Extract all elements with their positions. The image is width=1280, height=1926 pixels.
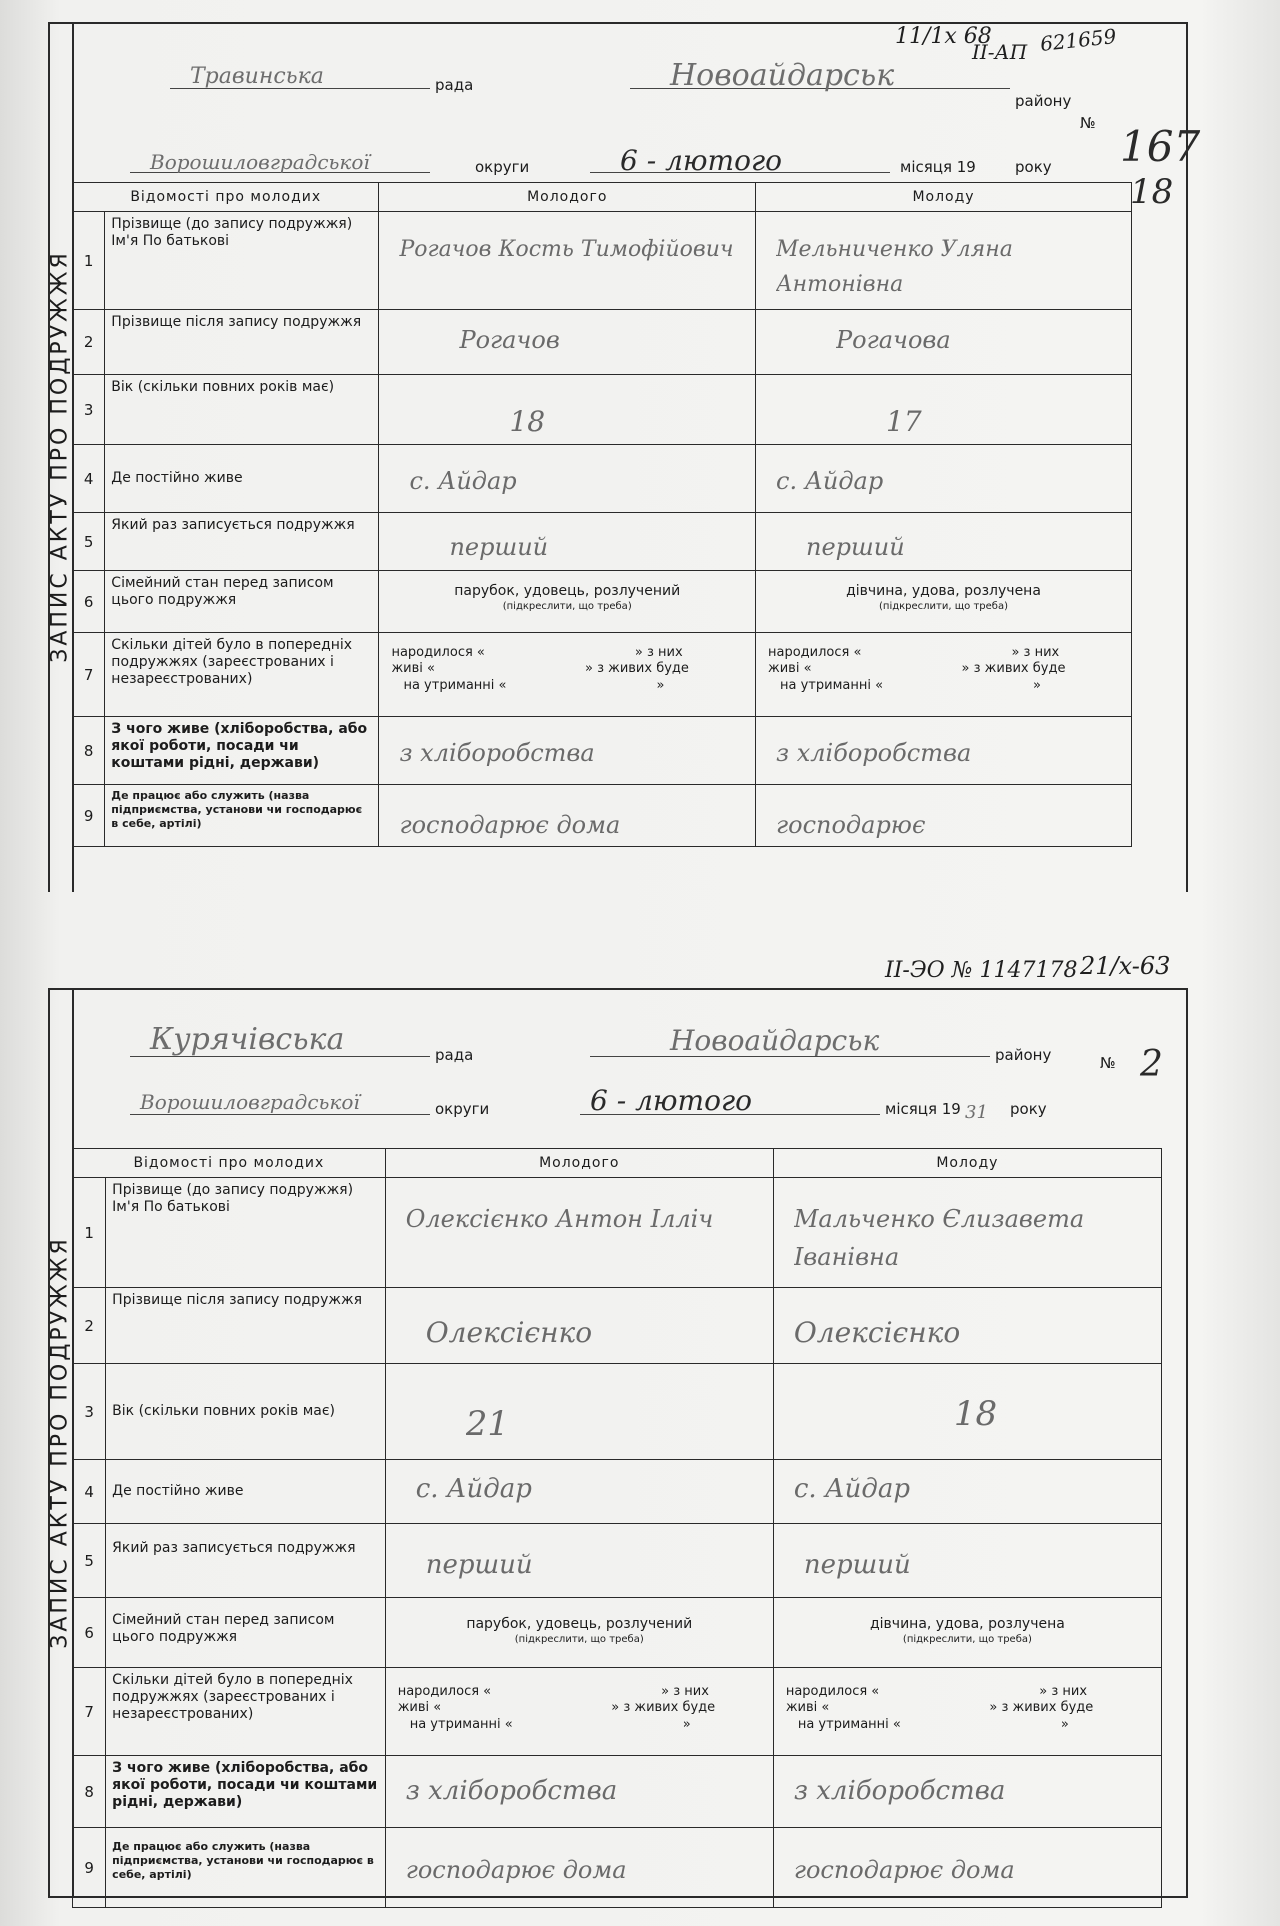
col-bride-header: Молоду — [773, 1149, 1161, 1178]
row-number: 8 — [73, 1756, 106, 1828]
table-row — [73, 1524, 1162, 1598]
answer-cell — [773, 1756, 1161, 1828]
rada-label: рада — [435, 76, 474, 94]
handwritten-answer: Олексієнко — [425, 1316, 593, 1349]
form-text: » з них — [1039, 1684, 1088, 1699]
table-row — [73, 375, 1132, 445]
handwritten-answer: перший — [806, 533, 905, 561]
no-label: № — [1080, 114, 1096, 132]
record-table — [72, 1148, 1162, 1908]
marriage-record-2 — [48, 988, 1188, 1898]
handwritten-answer: Олексієнко Антон Ілліч — [405, 1205, 714, 1233]
handwritten-answer: перший — [449, 533, 549, 561]
answer-cell — [756, 310, 1132, 375]
table-row — [73, 633, 1132, 717]
answer-cell — [773, 1524, 1161, 1598]
answer-cell — [773, 1460, 1161, 1524]
form-text: » — [1060, 1716, 1069, 1732]
answer-cell — [379, 375, 756, 445]
form-text: (підкреслити, що треба) — [502, 601, 632, 612]
handwritten-answer: господарює дома — [405, 1856, 627, 1884]
answer-cell — [756, 633, 1132, 717]
form-text — [398, 1684, 765, 1733]
answer-cell — [773, 1828, 1161, 1908]
handwritten-answer: з хліборобства — [776, 739, 972, 767]
question-cell: Прізвище (до запису подружжя) Ім'я По батькові — [106, 1178, 386, 1288]
form-text: ЗАПИС АКТУ ПРО ПОДРУЖЖЯ — [47, 250, 73, 663]
question-cell: Прізвище після запису подружжя — [105, 310, 379, 375]
question-cell: Скільки дітей було в попередніх подружжях (зареєстрованих і незареєстрованих) — [105, 633, 379, 717]
answer-cell — [756, 212, 1132, 310]
col-bride-header: Молоду — [756, 183, 1132, 212]
table-row — [73, 571, 1132, 633]
table-row — [73, 310, 1132, 375]
question-cell: Прізвище після запису подружжя — [106, 1288, 386, 1364]
archive-ref-3: 621659 — [1038, 24, 1118, 56]
form-text: » — [1033, 677, 1042, 693]
row-number: 7 — [73, 633, 105, 717]
side-label — [47, 990, 74, 1896]
form-text: (підкреслити, що треба) — [879, 601, 1008, 612]
raion-label: району — [995, 1046, 1052, 1064]
form-text: парубок, удовець, розлучений — [454, 583, 681, 599]
rada-value: Курячівська — [150, 1022, 345, 1057]
row-number: 6 — [73, 1598, 106, 1668]
handwritten-answer: з хліборобства — [793, 1776, 1006, 1806]
raion-value: Новоайдарськ — [670, 1024, 880, 1057]
form-text: на утриманні « — [409, 1716, 513, 1732]
table-row — [73, 785, 1132, 847]
bride-name: Мельниченко Уляна Антонівна — [776, 237, 1013, 298]
form-text: » з живих буде — [961, 661, 1066, 677]
form-text — [379, 583, 755, 612]
form-text: » з них — [661, 1684, 709, 1699]
answer-cell — [385, 1598, 773, 1668]
archive-ref-1: 11/1x 68 — [895, 24, 992, 49]
handwritten-answer: господарює — [776, 811, 926, 839]
form-text: на утриманні « — [780, 677, 884, 693]
row-number: 8 — [73, 717, 105, 785]
table-row — [73, 445, 1132, 513]
question-cell: З чого живе (хліборобства, або якої роботи, посади чи коштами рідні, держави) — [105, 717, 379, 785]
archive-ref-4: II-ЭО № 1147178 — [885, 958, 1078, 983]
form-text: на утриманні « — [797, 1716, 901, 1732]
handwritten-answer: 18 — [509, 405, 546, 438]
handwritten-answer: Рогачов — [459, 326, 560, 354]
answer-cell — [379, 513, 756, 571]
form-text: живі « — [397, 1700, 442, 1716]
side-label — [47, 24, 74, 892]
rada-label: рада — [435, 1046, 474, 1064]
question-cell: Скільки дітей було в попередніх подружжях (зареєстрованих і незареєстрованих) — [106, 1668, 386, 1756]
answer-cell — [385, 1828, 773, 1908]
archive-ref-5: 21/x-63 — [1080, 952, 1171, 980]
form-text — [774, 1616, 1161, 1645]
question-cell: Де постійно живе — [106, 1460, 386, 1524]
question-cell: Сімейний стан перед записом цього подружжя — [105, 571, 379, 633]
row-number: 7 — [73, 1668, 106, 1756]
answer-cell — [756, 571, 1132, 633]
answer-cell — [385, 1756, 773, 1828]
row-number: 1 — [73, 212, 105, 310]
answer-cell — [379, 310, 756, 375]
record-number: 167 — [1120, 122, 1201, 171]
handwritten-answer: с. Айдар — [415, 1474, 532, 1504]
form-text — [768, 645, 1123, 694]
answer-cell — [379, 717, 756, 785]
answer-cell — [756, 717, 1132, 785]
handwritten-answer: з хліборобства — [399, 739, 595, 767]
form-text: народилося « — [768, 645, 862, 660]
form-text: на утриманні « — [403, 677, 507, 693]
date-value: 6 - лютого — [620, 144, 782, 177]
form-text: народилося « — [785, 1684, 880, 1699]
form-text: ЗАПИС АКТУ ПРО ПОДРУЖЖЯ — [47, 1236, 73, 1649]
marriage-record-1 — [47, 22, 1201, 892]
rada-value: Травинська — [190, 64, 324, 89]
row-number: 9 — [73, 785, 105, 847]
row-number: 3 — [73, 375, 105, 445]
okruhy-label: округи — [435, 1100, 490, 1118]
handwritten-answer: господарює дома — [793, 1856, 1015, 1884]
record-header — [110, 1018, 1162, 1138]
no-label: № — [1100, 1054, 1116, 1072]
answer-cell — [756, 375, 1132, 445]
form-text: живі « — [391, 661, 435, 677]
handwritten-answer: с. Айдар — [793, 1474, 910, 1504]
row-number: 2 — [73, 310, 105, 375]
row-number: 4 — [73, 1460, 106, 1524]
col-groom-header: Молодого — [385, 1149, 773, 1178]
okruhy-label: округи — [475, 158, 530, 176]
archive-ref-2: II-АП — [972, 40, 1028, 64]
question-cell: Прізвище (до запису подружжя) Ім'я По батькові — [105, 212, 379, 310]
handwritten-answer: с. Айдар — [409, 467, 517, 495]
col-groom-header: Молодого — [379, 183, 756, 212]
form-text: народилося « — [391, 645, 485, 660]
question-cell: Вік (скільки повних років має) — [105, 375, 379, 445]
question-cell: Сімейний стан перед записом цього подружжя — [106, 1598, 386, 1668]
answer-cell — [756, 513, 1132, 571]
handwritten-answer: Рогачова — [836, 326, 951, 354]
row-number: 4 — [73, 445, 105, 513]
handwritten-answer: господарює дома — [399, 811, 621, 839]
year-value: 31 — [965, 1102, 988, 1123]
table-row — [73, 1288, 1162, 1364]
year-label: року — [1010, 1100, 1047, 1118]
row-number: 2 — [73, 1288, 106, 1364]
okruhy-value: Ворошиловградської — [150, 150, 370, 174]
month-label: місяця 19 — [900, 158, 976, 176]
question-cell: Вік (скільки повних років має) — [106, 1364, 386, 1460]
handwritten-answer: 21 — [465, 1404, 509, 1444]
answer-cell — [379, 571, 756, 633]
table-row — [73, 1756, 1162, 1828]
question-cell: Який раз записується подружжя — [106, 1524, 386, 1598]
answer-cell — [773, 1288, 1161, 1364]
record-number-2: 18 — [1130, 172, 1174, 212]
handwritten-answer: Олексієнко — [793, 1316, 961, 1349]
row-number: 3 — [73, 1364, 106, 1460]
row-number: 5 — [73, 1524, 106, 1598]
table-row — [73, 513, 1132, 571]
groom-name: Рогачов Кость Тимофійович — [399, 237, 734, 262]
row-number: 6 — [73, 571, 105, 633]
col-info-header: Відомості про молодих — [73, 1149, 386, 1178]
date-value: 6 - лютого — [590, 1084, 752, 1117]
answer-cell — [385, 1524, 773, 1598]
table-row — [73, 1828, 1162, 1908]
year-label: року — [1015, 158, 1052, 176]
question-cell: Де працює або служить (назва підприємства, установи чи господарює в себе, артілі) — [106, 1828, 386, 1908]
handwritten-answer: 18 — [953, 1394, 998, 1434]
form-text: » — [682, 1716, 691, 1732]
form-text: » — [656, 677, 665, 693]
table-row — [73, 1598, 1162, 1668]
row-number: 5 — [73, 513, 105, 571]
record-header — [110, 58, 1201, 182]
okruhy-value: Ворошиловградської — [140, 1090, 360, 1114]
handwritten-answer: перший — [803, 1550, 911, 1580]
handwritten-answer: с. Айдар — [776, 467, 884, 495]
answer-cell — [773, 1178, 1161, 1288]
question-cell: З чого живе (хліборобства, або якої роботи, посади чи коштами рідні, держави) — [106, 1756, 386, 1828]
handwritten-answer: 17 — [886, 405, 922, 438]
table-row — [73, 1178, 1162, 1288]
form-text: » з живих буде — [584, 661, 689, 677]
raion-label: району — [1015, 92, 1072, 110]
answer-cell — [773, 1668, 1161, 1756]
form-text: » з них — [1011, 645, 1060, 660]
form-text — [786, 1684, 1153, 1733]
record-number: 2 — [1140, 1044, 1163, 1085]
form-text — [756, 583, 1131, 612]
form-text: (підкреслити, що треба) — [902, 1634, 1032, 1645]
form-text: » з живих буде — [989, 1700, 1094, 1716]
answer-cell — [379, 445, 756, 513]
form-text: » з них — [634, 645, 683, 660]
answer-cell — [385, 1364, 773, 1460]
table-row — [73, 1364, 1162, 1460]
row-number: 1 — [73, 1178, 106, 1288]
question-cell: Який раз записується подружжя — [105, 513, 379, 571]
form-text: живі « — [768, 661, 812, 677]
form-text: дівчина, удова, розлучена — [869, 1616, 1065, 1632]
answer-cell — [379, 785, 756, 847]
answer-cell — [385, 1288, 773, 1364]
answer-cell — [385, 1178, 773, 1288]
answer-cell — [756, 445, 1132, 513]
table-row — [73, 212, 1132, 310]
form-text: живі « — [785, 1700, 830, 1716]
form-text: парубок, удовець, розлучений — [466, 1616, 693, 1632]
question-cell: Де працює або служить (назва підприємства, установи чи господарює в себе, артілі) — [105, 785, 379, 847]
form-text — [386, 1616, 773, 1645]
col-info-header: Відомості про молодих — [73, 183, 379, 212]
raion-value: Новоайдарськ — [670, 58, 895, 93]
handwritten-answer: з хліборобства — [405, 1776, 618, 1806]
form-text: дівчина, удова, розлучена — [846, 583, 1041, 599]
answer-cell — [379, 633, 756, 717]
answer-cell — [379, 212, 756, 310]
row-number: 9 — [73, 1828, 106, 1908]
month-label: місяця 19 — [885, 1100, 961, 1118]
table-row — [73, 717, 1132, 785]
record-table — [72, 182, 1132, 847]
form-text — [391, 645, 747, 694]
question-cell: Де постійно живе — [105, 445, 379, 513]
answer-cell — [385, 1460, 773, 1524]
handwritten-answer: Мальченко Єлизавета Іванівна — [793, 1205, 1085, 1272]
table-row — [73, 1460, 1162, 1524]
answer-cell — [756, 785, 1132, 847]
table-row — [73, 1668, 1162, 1756]
answer-cell — [773, 1364, 1161, 1460]
form-text: народилося « — [397, 1684, 492, 1699]
answer-cell — [773, 1598, 1161, 1668]
handwritten-answer: перший — [425, 1550, 533, 1580]
form-text: » з живих буде — [611, 1700, 716, 1716]
answer-cell — [385, 1668, 773, 1756]
form-text: (підкреслити, що треба) — [514, 1634, 644, 1645]
